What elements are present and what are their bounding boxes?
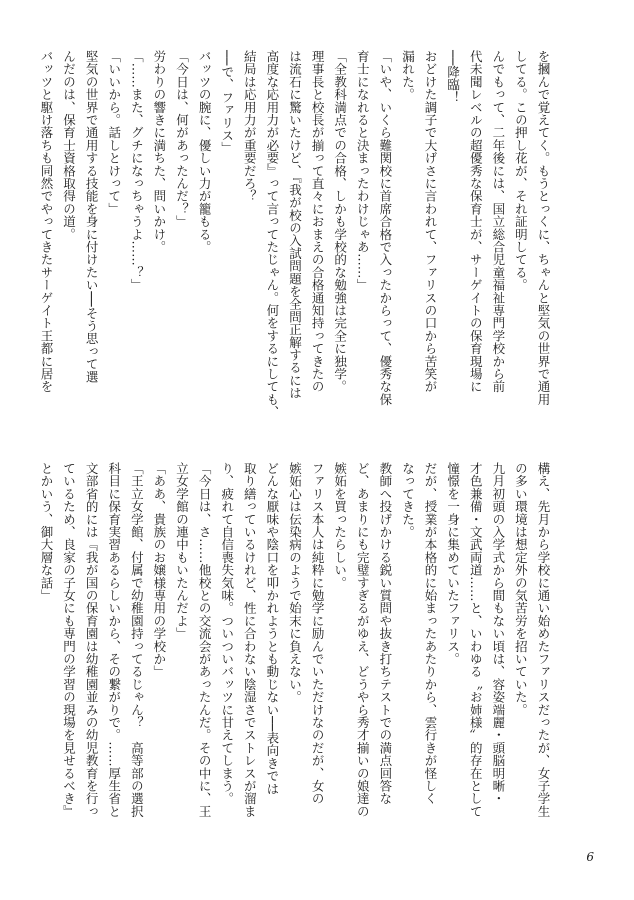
text-line: 理事長と校長が揃って直々におまえの合格通知持ってきたの <box>310 50 326 393</box>
text-line: 堅気の世界で通用する技能を身に付けたい──そう思って選 <box>84 50 100 383</box>
text-line: 「いや、いくら難関校に首席合格で入ったからって、優秀な保 <box>377 50 393 406</box>
text-line: 育士になれると決まったわけじゃあ……」 <box>355 50 371 292</box>
text-line: 憧憬を一身に集めていたファリス。 <box>445 462 461 666</box>
text-line: 代未聞レベルの超優秀な保育士が、サーゲイトの保育現場に <box>468 50 484 393</box>
text-line: 漏れた。 <box>400 50 416 101</box>
text-line: どんな厭味や陰口を叩かれようとも動じない──表向きでは <box>264 462 280 795</box>
text-line: だが、授業が本格的に始まったあたりから、雲行きが怪しく <box>423 462 439 805</box>
text-line: なってきた。 <box>400 462 416 539</box>
text-line: 九月初頭の入学式から間もない頃は、容姿端麗・頭脳明晰・ <box>490 462 506 805</box>
text-line: 嫉妬を買ったらしい。 <box>332 462 348 589</box>
text-line: 結局は応用力が重要だろ？ <box>242 50 258 203</box>
text-line: してる。この押し花が、それ証明してる。 <box>513 50 529 292</box>
text-block-top <box>38 50 554 435</box>
text-line: んだのは、保育士資格取得の道。 <box>61 50 77 241</box>
text-line: 教師へ投げかける鋭い質問や抜き打ちテストでの満点回答な <box>377 462 393 805</box>
text-line: 「今日は、さ……他校との交流会があったんだ。その中に、王 <box>197 462 213 818</box>
text-line: 構え、先月から学校に通い始めたファリスだったが、女子学生 <box>536 462 551 818</box>
page-number: 6 <box>586 850 594 864</box>
text-line: とかいう、御大層な話」 <box>38 462 54 602</box>
text-line: 「王立女学館、付属で幼稚園持ってるじゃん？ 高等部の選択 <box>129 462 145 818</box>
text-line: 高度な応用力が必要』って言ってたじゃん。何をするにしても、 <box>264 50 280 419</box>
text-line: り、疲れて自信喪失気味。ついついバッツに甘えてしまう。 <box>219 462 235 805</box>
text-line: バッツと駆け落ちも同然でやってきたサーゲイト王都に居を <box>38 50 54 393</box>
text-line: は流石に驚いたけど、『我が校の入試問題を全問正解するには <box>287 50 303 400</box>
text-line: 嫉妬心は伝染病のようで始末に負えない。 <box>287 462 303 704</box>
text-line: ──で、ファリス」 <box>219 50 235 155</box>
text-line: 「……また、グチになっちゃうよ……？」 <box>129 50 145 292</box>
text-line: 取り繕っているけれど、性に合わない陰湿さでストレスが溜ま <box>242 462 258 818</box>
text-line: ているため、良家の子女にも専門の学習の現場を見せるべき』 <box>61 462 77 818</box>
text-line: おどけた調子で大げさに言われて、ファリスの口から苦笑が <box>423 50 439 393</box>
text-line: 立女学館の連中もいたんだよ」 <box>174 462 190 640</box>
text-block-bottom <box>38 462 554 847</box>
text-line: んでもって、二年後には、国立総合児童福祉専門学校から前 <box>490 50 506 393</box>
text-line: バッツの腕に、優しい力が籠もる。 <box>197 50 213 254</box>
text-line: を摑んで覚えてく。もうとっくに、ちゃんと堅気の世界で通用 <box>536 50 551 406</box>
text-line: ファリス本人は純粋に勉学に励んでいただけなのだが、女の <box>310 462 326 805</box>
text-line: 科目に保育実習あるらしいから、その繋がりで。……厚生省と <box>106 462 122 818</box>
text-line: 労わりの響きに満ちた、問いかけ。 <box>151 50 167 254</box>
text-line: 文部省的には『我が国の保育園は幼稚園並みの幼児教育を行っ <box>84 462 100 818</box>
text-line: 「全教科満点での合格、しかも学校的な勉強は完全に独学。 <box>332 50 348 393</box>
text-line: 才色兼備・文武両道……と、いわゆる〝お姉様〟的存在として <box>468 462 484 818</box>
text-line: の多い環境は想定外の気苦労を招いていた。 <box>513 462 529 716</box>
text-line: ど、あまりにも完璧すぎるがゆえ、どうやら秀才揃いの娘達の <box>355 462 371 818</box>
text-line: 「今日は、何があったんだ？」 <box>174 50 190 228</box>
text-line: 「ああ、貴族のお嬢様専用の学校か」 <box>151 462 167 678</box>
text-line: ──降臨！ <box>445 50 461 104</box>
text-line: 「いいから。話しとけって」 <box>106 50 122 216</box>
